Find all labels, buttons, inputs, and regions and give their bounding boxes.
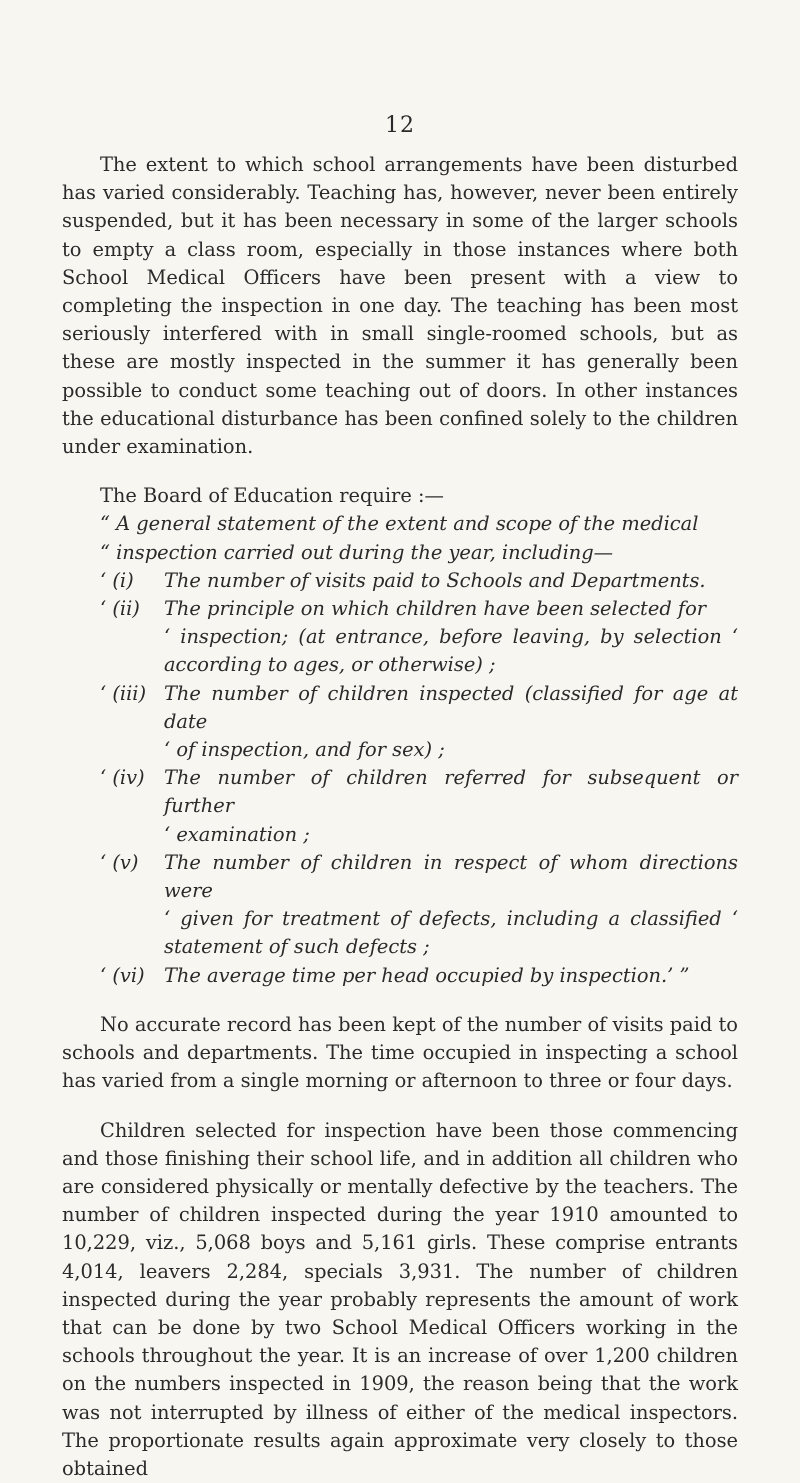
quote-item — [62, 962, 738, 990]
board-intro: The Board of Education require :— — [62, 482, 738, 510]
item-text — [164, 595, 738, 680]
item-text-first: The number of children inspected (classified for age at date — [164, 680, 738, 736]
quote-line: “ A general statement of the extent and scope of the medical — [62, 510, 738, 538]
paragraph-children-selected: Children selected for inspection have been those commencing and those finishing their school life, and in addition all children who are considered physically or mentally defective by the teachers. The number of children inspected during the year 1910 amounted to 10,229, viz., 5,068 boys and 5,161 girls. These comprise entrants 4,014, leavers 2,284, specials 3,931. The number of children inspected during the year probably represents the amount of work that can be done by two School Medical Officers working in the schools throughout the year. It is an increase of over 1,200 children on the numbers inspected in 1909, the reason being that the work was not interrupted by illness of either of the medical inspectors. The proportionate results again approximate very closely to those obtained — [62, 1117, 738, 1483]
item-text — [164, 567, 738, 595]
quote-item — [62, 680, 738, 765]
item-number: ‘ (iv) — [62, 764, 164, 849]
quote-item — [62, 764, 738, 849]
item-text-first: The average time per head occupied by inspection.’ ” — [164, 964, 689, 987]
paragraph-visits: No accurate record has been kept of the number of visits paid to schools and departments. The time occupied in inspecting a school has varied from a single morning or afternoon to three or four days. — [62, 1011, 738, 1096]
item-text-first: The number of visits paid to Schools and Departments. — [164, 569, 706, 592]
item-text — [164, 962, 738, 990]
quote-item — [62, 849, 738, 962]
item-text-continued: ‘ given for treatment of defects, including a classified ‘ statement of such defects ; — [164, 905, 738, 961]
item-text-continued: ‘ of inspection, and for sex) ; — [164, 736, 738, 764]
item-text — [164, 680, 738, 765]
page-content — [62, 151, 738, 1483]
item-text — [164, 764, 738, 849]
item-text-first: The number of children referred for subsequent or further — [164, 764, 738, 820]
item-number: ‘ (i) — [62, 567, 164, 595]
item-text-continued: ‘ inspection; (at entrance, before leaving, by selection ‘ according to ages, or otherwise) ; — [164, 623, 738, 679]
item-number: ‘ (v) — [62, 849, 164, 962]
item-number: ‘ (vi) — [62, 962, 164, 990]
item-number: ‘ (iii) — [62, 680, 164, 765]
item-text-first: The number of children in respect of whom directions were — [164, 849, 738, 905]
quote-item — [62, 567, 738, 595]
quote-line: “ inspection carried out during the year, including— — [62, 539, 738, 567]
item-text — [164, 849, 738, 962]
item-number: ‘ (ii) — [62, 595, 164, 680]
paragraph-school-arrangements: The extent to which school arrangements have been disturbed has varied considerably. Teaching has, however, never been entirely suspended, but it has been necessary in some of the larger schools to empty a class room, especially in those instances where both School Medical Officers have been present with a view to completing the inspection in one day. The teaching has been most seriously interfered with in small single-roomed schools, but as these are mostly inspected in the summer it has generally been possible to conduct some teaching out of doors. In other instances the educational disturbance has been confined solely to the children under examination. — [62, 151, 738, 461]
board-requirements-quote — [62, 510, 738, 989]
item-text-continued: ‘ examination ; — [164, 821, 738, 849]
quote-item — [62, 595, 738, 680]
item-text-first: The principle on which children have been selected for — [164, 595, 738, 623]
page-number: 12 — [0, 113, 800, 138]
